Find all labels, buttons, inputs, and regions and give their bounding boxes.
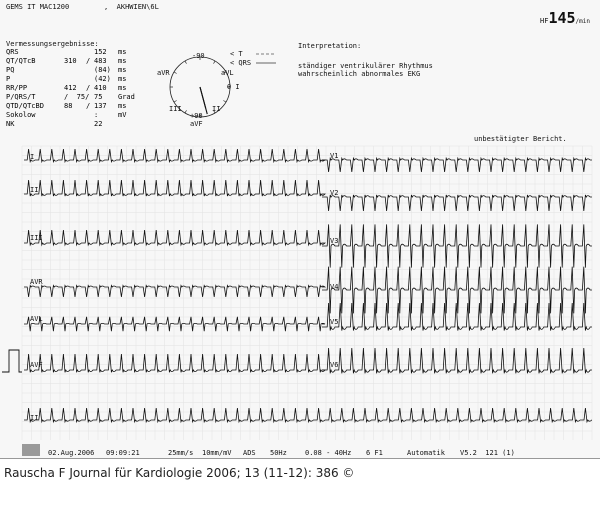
- lead-label-right: V6: [330, 361, 339, 369]
- measurement-unit: ms: [118, 75, 127, 83]
- measurement-label: Sokolow: [6, 111, 36, 119]
- axis-tick: [185, 110, 187, 113]
- lead-label-left: AVL: [30, 315, 43, 323]
- trace-lead-iii: [24, 230, 325, 245]
- axis-iii-label: III: [169, 105, 182, 113]
- lead-label-right: V3: [330, 237, 339, 245]
- measurement-value-2: 22: [94, 120, 103, 128]
- lead-label-right: V1: [330, 152, 339, 160]
- interpretation-title: Interpretation:: [298, 42, 362, 50]
- measurement-value-1: / 75/: [64, 93, 90, 101]
- measurement-unit: ms: [118, 57, 127, 65]
- measurement-label: QRS: [6, 48, 19, 56]
- footer-hz: 50Hz: [270, 449, 287, 457]
- footer-date: 02.Aug.2006: [48, 449, 95, 457]
- measurement-value-2: (42): [94, 75, 111, 83]
- trace-lead-avl: [24, 317, 325, 331]
- axis-avf-label: aVF: [190, 120, 203, 128]
- footer-speed: 25mm/s: [168, 449, 194, 457]
- measurement-unit: Grad: [118, 93, 135, 101]
- measurement-label: PQ: [6, 66, 15, 74]
- measurement-row: [6, 57, 146, 66]
- axis-tick: [174, 101, 177, 103]
- lead-label-left: AVR: [30, 278, 43, 286]
- measurement-unit: ms: [118, 102, 127, 110]
- measurement-label: QT/QTcB: [6, 57, 36, 65]
- measurement-value-2: :: [94, 111, 99, 119]
- footer-mode: Automatik: [407, 449, 445, 457]
- axis-avr-label: aVR: [157, 69, 170, 77]
- measurement-unit: ms: [118, 48, 127, 56]
- measurement-separator: /: [86, 57, 91, 65]
- footer-ads: ADS: [243, 449, 256, 457]
- measurement-label: RR/PP: [6, 84, 28, 92]
- ecg-grid: [22, 146, 592, 440]
- measurement-row: [6, 102, 146, 111]
- trace-lead-v3: [322, 224, 592, 267]
- measurement-value-2: 483: [94, 57, 107, 65]
- axis-tick: [223, 101, 226, 103]
- axis-tick: [174, 72, 177, 74]
- measurement-value-2: (84): [94, 66, 111, 74]
- measurement-label: NK: [6, 120, 15, 128]
- measurement-label: P/QRS/T: [6, 93, 36, 101]
- measurement-row: [6, 84, 146, 93]
- measurement-row: [6, 111, 146, 120]
- measurement-separator: /: [86, 84, 91, 92]
- footer-version: V5.2 121 (1): [460, 449, 515, 457]
- measurement-value-2: 152: [94, 48, 107, 56]
- footer-gain: 10mm/mV: [202, 449, 232, 457]
- axis-avl-label: aVL: [221, 69, 234, 77]
- trace-lead-avr: [24, 286, 325, 298]
- axis-zero-label: 0 I: [227, 83, 240, 91]
- measurement-value-1: 88: [64, 102, 73, 110]
- lead-label-left: II: [30, 414, 39, 422]
- heart-rate-value: 145: [548, 9, 576, 27]
- heart-rate-label: HF: [540, 17, 549, 25]
- measurement-value-1: 310: [64, 57, 77, 65]
- interpretation-line-2: wahrscheinlich abnormales EKG: [298, 70, 421, 78]
- measurement-row: [6, 75, 146, 84]
- measurement-row: [6, 93, 146, 102]
- measurement-value-2: 137: [94, 102, 107, 110]
- patient-name: , AKHWIEN\6L: [104, 3, 159, 11]
- footer-bar: [0, 442, 600, 458]
- axis-tick: [185, 61, 187, 64]
- trace-rhythm-ii: [24, 408, 592, 422]
- heart-rate-unit: /min: [575, 18, 590, 25]
- measurement-value-2: 410: [94, 84, 107, 92]
- footer-filter: 0.08 - 40Hz: [305, 449, 352, 457]
- report-status: unbestätigter Bericht.: [474, 135, 567, 143]
- lead-label-right: V4: [330, 283, 339, 291]
- lead-label-left: AVF: [30, 361, 43, 369]
- lead-label-left: II: [30, 186, 39, 194]
- legend-t: < T: [230, 50, 243, 58]
- trace-lead-v4: [322, 267, 592, 314]
- citation: Rauscha F Journal für Kardiologie 2006; 13 (11-12): 386 ©: [4, 466, 355, 480]
- axis-tick: [214, 61, 216, 64]
- axis-vector-t: [200, 87, 206, 108]
- interpretation-line-1: ständiger ventrikulärer Rhythmus: [298, 62, 433, 70]
- lead-label-left: III: [30, 234, 43, 242]
- measurements-title: Vermessungsergebnisse:: [6, 40, 99, 48]
- axis-ii-label: II: [212, 105, 221, 113]
- axis-top-label: -90: [192, 52, 205, 60]
- measurement-unit: mV: [118, 111, 127, 119]
- calibration-pulse: [2, 350, 22, 372]
- measurement-value-2: 75: [94, 93, 103, 101]
- heart-rate: [540, 8, 590, 27]
- measurement-label: QTD/QTcBD: [6, 102, 44, 110]
- lead-label-left: I: [30, 153, 35, 161]
- lead-label-right: V5: [330, 318, 339, 326]
- trace-lead-v6: [322, 348, 592, 373]
- measurement-row: [6, 48, 146, 57]
- measurement-value-1: 412: [64, 84, 77, 92]
- legend-qrs: < QRS: [230, 59, 252, 67]
- footer-f1: 6 F1: [366, 449, 383, 457]
- measurement-separator: /: [86, 102, 91, 110]
- measurement-unit: ms: [118, 84, 127, 92]
- device-name: GEMS IT MAC1200: [6, 3, 70, 11]
- trace-lead-avf: [24, 354, 325, 372]
- measurement-row: [6, 66, 146, 75]
- lead-label-right: V2: [330, 189, 339, 197]
- measurement-row: [6, 120, 146, 129]
- axis-bottom-label: +90: [190, 112, 203, 120]
- footer-time: 09:09:21: [106, 449, 140, 457]
- measurement-label: P: [6, 75, 11, 83]
- measurement-unit: ms: [118, 66, 127, 74]
